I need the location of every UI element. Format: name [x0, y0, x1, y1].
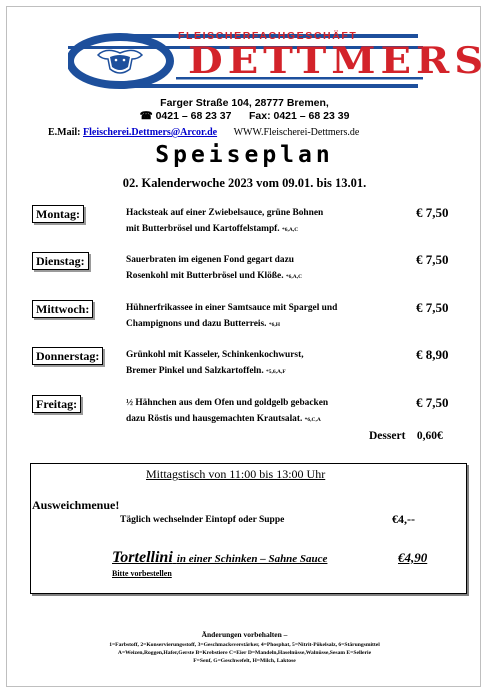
page-title: Speiseplan: [155, 142, 334, 168]
email-link[interactable]: Fleischerei.Dettmers@Arcor.de: [83, 127, 218, 138]
alternative-heading: Ausweichmenue!: [32, 498, 120, 512]
allergens-legend-cont: F=Senf, G=Geschwefelt, H=Milch, Laktose: [193, 658, 296, 664]
daily-dish: Täglich wechselnder Eintopf oder Suppe: [120, 515, 285, 525]
dish-description: Sauerbraten im eigenen Fond gegart dazu Rosenkohl mit Butterbrösel und Klöße. *6,A,C: [126, 255, 303, 281]
logo-subtitle: FLEISCHERFACHGESCHÄFT: [178, 30, 358, 42]
special-dish: Tortellini in einer Schinken – Sahne Sauce: [112, 549, 328, 566]
email-label: E.Mail:: [48, 127, 81, 138]
preorder-note: Bitte vorbestellen: [112, 569, 172, 578]
logo-wordmark: DETTMERS: [188, 39, 489, 83]
week-subtitle: 02. Kalenderwoche 2023 vom 09.01. bis 13.01.: [122, 176, 367, 190]
dish-description: Hühnerfrikassee in einer Samtsauce mit Spargel und Champignons und dazu Butterreis. *6,H: [126, 303, 338, 329]
daily-dish-price: €4,--: [392, 512, 415, 526]
dish-price: € 7,50: [416, 205, 449, 220]
phone-icon: ☎: [139, 110, 153, 122]
day-label: Freitag:: [32, 395, 81, 413]
day-label: Montag:: [32, 205, 84, 223]
dish-description: Grünkohl mit Kasseler, Schinkenkochwurst, Bremer Pinkel und Salzkartoffeln. *5,6,A,F: [126, 350, 304, 376]
lunch-box: [30, 463, 467, 594]
contact-line: [48, 127, 359, 138]
changes-note: Änderungen vorbehalten –: [201, 630, 288, 639]
dish-description: ½ Hähnchen aus dem Ofen und goldgelb gebacken dazu Röstis und hausgemachten Krautsalat. *6,C,A: [126, 398, 329, 424]
address: Farger Straße 104, 28777 Bremen,: [160, 97, 329, 109]
day-label: Donnerstag:: [32, 347, 103, 365]
lunch-heading: Mittagstisch von 11:00 bis 13:00 Uhr: [146, 467, 326, 481]
website: WWW.Fleischerei-Dettmers.de: [233, 127, 360, 138]
phone-fax-line: [0, 110, 489, 122]
phone-number: 0421 – 68 23 37: [155, 110, 232, 122]
dessert-line: Dessert 0,60€: [369, 430, 443, 442]
dish-price: € 7,50: [416, 395, 449, 410]
dish-price: € 7,50: [416, 300, 449, 315]
day-label: Mittwoch:: [32, 300, 93, 318]
dish-price: € 8,90: [416, 347, 449, 362]
fax-number: Fax: 0421 – 68 23 39: [249, 110, 350, 122]
special-dish-price: €4,90: [398, 550, 428, 565]
additives-legend: 1=Farbstoff, 2=Konservierungsstoff, 3=Geschmacksverstärker, 4=Phosphat, 5=Nitrit-Pökelsalz, 6=Stärungsmittel: [109, 642, 380, 648]
dish-description: Hacksteak auf einer Zwiebelsauce, grüne Bohnen mit Butterbrösel und Kartoffelstampf. *6,A,C: [126, 208, 324, 234]
allergens-legend: A=Weizen,Roggen,Hafer,Gerste B=Krebstiere C=Eier D=Mandeln,Haselnüsse,Walnüsse,Sesam E=Sellerie: [117, 650, 372, 656]
dish-price: € 7,50: [416, 252, 449, 267]
day-label: Dienstag:: [32, 252, 89, 270]
